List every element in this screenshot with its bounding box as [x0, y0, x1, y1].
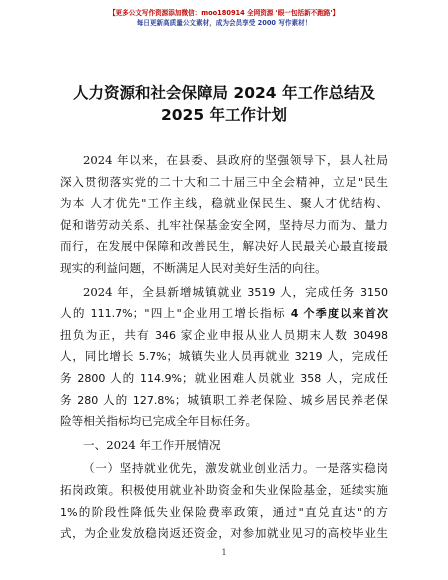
title-line-2: 2025 年工作计划 — [160, 106, 288, 124]
stats-line — [60, 390, 388, 412]
stats-number: 114.9% — [140, 371, 182, 385]
stats-line: 险等相关指标均已完成全年目标任务。 — [60, 414, 258, 429]
stats-text: ；城镇职工养老保险、城乡居民养老保 — [174, 392, 388, 407]
stats-number: 3219 — [294, 350, 323, 364]
stats-bold-text: 4 个季度以来首次 — [290, 307, 388, 321]
section-heading: 一、2024 年工作开展情况 — [83, 437, 221, 452]
title-line-1: 人力资源和社会保障局 2024 年工作总结及 — [73, 84, 375, 102]
intro-line: 深入贯彻落实党的二十大和二十届三中全会精神，立足"民生 — [60, 174, 388, 189]
stats-text: 家企业申报从业人员期末人数 — [175, 327, 353, 342]
promo-banner — [0, 8, 448, 28]
section-line — [60, 502, 388, 524]
stats-text: 人，完成任务 — [275, 284, 360, 299]
document-body — [60, 150, 388, 545]
stats-line — [60, 303, 388, 325]
stats-number: 3150 — [360, 285, 388, 299]
stats-line — [60, 368, 388, 390]
stats-text: ；"四上"企业用工增长指标 — [132, 306, 291, 321]
section-paragraph — [60, 458, 388, 544]
stats-text: 人的 — [105, 370, 141, 385]
stats-number: 280 — [77, 393, 99, 407]
stats-text: ；就业困难人员就业 — [181, 370, 301, 385]
section-line: 拓岗政策。积极使用就业补助资金和失业保险基金，延续实施 — [60, 482, 388, 497]
stats-text: 2024 年，全县新增城镇就业 — [83, 284, 248, 299]
stats-text: 人的 — [60, 306, 91, 321]
stats-text: 人，完成任 — [321, 370, 388, 385]
stats-number: 2800 — [77, 371, 106, 385]
section-number: 1% — [60, 505, 78, 519]
intro-line: 为本 人才优先"工作主线，稳就业保民生、聚人才优结构、 — [60, 196, 388, 211]
stats-number: 3519 — [247, 285, 276, 299]
stats-text: ；城镇失业人员再就业 — [166, 349, 295, 364]
stats-number: 358 — [300, 371, 322, 385]
stats-text: 务 — [60, 392, 78, 407]
stats-text: 人，同比增长 — [60, 349, 139, 364]
stats-number: 127.8% — [132, 393, 175, 407]
intro-paragraph — [60, 150, 388, 280]
promo-banner-line-2: 每日更新高质量公文素材，成为会员享受 2000 写作素材！ — [136, 19, 312, 27]
page-number: 1 — [221, 548, 227, 557]
stats-paragraph — [60, 282, 388, 433]
stats-line — [60, 346, 388, 368]
stats-line — [60, 282, 388, 304]
document-title — [0, 82, 448, 126]
stats-text: 人，完成任 — [322, 349, 388, 364]
stats-text: 务 — [60, 370, 78, 385]
stats-number: 346 — [154, 328, 176, 342]
section-line: 式，为企业发放稳岗返还资金，对参加就业见习的高校毕业生 — [60, 526, 388, 541]
stats-text: 扭负为正，共有 — [60, 327, 155, 342]
stats-number: 111.7% — [90, 307, 133, 321]
stats-number: 30498 — [353, 328, 388, 342]
intro-line: 促和谐劳动关系、扎牢社保基金安全网，坚持尽力而为、量力 — [60, 217, 388, 232]
section-text: 的阶段性降低失业保险费率政策，通过"直兑直达"的方 — [77, 504, 388, 519]
promo-banner-line-1: 【更多公文写作资源添加微信：moo180914 全网资源 '眼一包括新不跑路'】 — [108, 9, 340, 17]
stats-text: 人的 — [98, 392, 133, 407]
section-line: （一）坚持就业优先，激发就业创业活力。一是落实稳岗 — [83, 461, 388, 476]
intro-line: 2024 年以来，在县委、县政府的坚强领导下，县人社局 — [83, 153, 388, 167]
stats-number: 5.7% — [138, 350, 167, 364]
stats-line — [60, 325, 388, 347]
intro-line: 而行，在发展中保障和改善民生，解决好人民最关心最直接最 — [60, 239, 388, 254]
intro-line: 现实的利益问题，不断满足人民对美好生活的向往。 — [60, 260, 327, 275]
